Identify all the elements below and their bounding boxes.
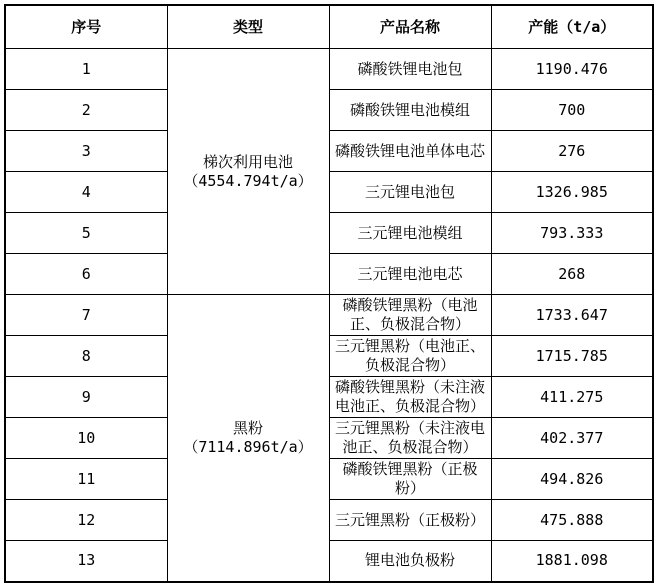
product-name-cell: 磷酸铁锂电池模组 — [329, 90, 491, 131]
table-row — [5, 336, 653, 377]
serial-cell: 1 — [5, 49, 167, 90]
serial-cell: 7 — [5, 295, 167, 336]
product-name-cell: 三元锂黑粉（未注液电池正、负极混合物） — [329, 418, 491, 459]
capacity-cell: 268 — [491, 254, 653, 295]
capacity-cell: 700 — [491, 90, 653, 131]
product-name-cell: 三元锂黑粉（电池正、负极混合物） — [329, 336, 491, 377]
type-total-capacity: （4554.794t/a） — [183, 171, 313, 190]
product-capacity-table — [4, 4, 654, 583]
product-name-cell: 磷酸铁锂黑粉（未注液电池正、负极混合物） — [329, 377, 491, 418]
capacity-cell: 793.333 — [491, 213, 653, 254]
serial-cell: 12 — [5, 500, 167, 541]
capacity-cell: 494.826 — [491, 459, 653, 500]
col-header-serial: 序号 — [5, 5, 167, 49]
serial-cell: 2 — [5, 90, 167, 131]
serial-cell: 6 — [5, 254, 167, 295]
table-row — [5, 500, 653, 541]
type-cell — [167, 49, 329, 295]
product-name-cell: 磷酸铁锂电池包 — [329, 49, 491, 90]
type-cell — [167, 295, 329, 582]
table-row — [5, 49, 653, 90]
capacity-cell: 1733.647 — [491, 295, 653, 336]
product-name-cell: 磷酸铁锂电池单体电芯 — [329, 131, 491, 172]
product-name-cell: 磷酸铁锂黑粉（正极粉） — [329, 459, 491, 500]
serial-cell: 5 — [5, 213, 167, 254]
serial-cell: 10 — [5, 418, 167, 459]
capacity-cell: 1326.985 — [491, 172, 653, 213]
serial-cell: 8 — [5, 336, 167, 377]
table-row — [5, 295, 653, 336]
table-body — [5, 49, 653, 582]
table-header — [5, 5, 653, 49]
serial-cell: 11 — [5, 459, 167, 500]
table-row — [5, 131, 653, 172]
col-header-capacity: 产能（t/a） — [491, 5, 653, 49]
serial-cell: 9 — [5, 377, 167, 418]
serial-cell: 4 — [5, 172, 167, 213]
product-name-cell: 三元锂电池包 — [329, 172, 491, 213]
col-header-type: 类型 — [167, 5, 329, 49]
product-name-cell: 三元锂电池电芯 — [329, 254, 491, 295]
capacity-cell: 411.275 — [491, 377, 653, 418]
serial-cell: 13 — [5, 541, 167, 582]
capacity-cell: 1881.098 — [491, 541, 653, 582]
product-name-cell: 三元锂黑粉（正极粉） — [329, 500, 491, 541]
product-name-cell: 锂电池负极粉 — [329, 541, 491, 582]
capacity-cell: 1715.785 — [491, 336, 653, 377]
table-row — [5, 418, 653, 459]
capacity-cell: 276 — [491, 131, 653, 172]
type-name: 黑粉 — [232, 418, 263, 437]
serial-cell: 3 — [5, 131, 167, 172]
table-row — [5, 172, 653, 213]
type-total-capacity: （7114.896t/a） — [183, 437, 313, 456]
product-name-cell: 磷酸铁锂黑粉（电池正、负极混合物） — [329, 295, 491, 336]
table-row — [5, 541, 653, 582]
product-name-cell: 三元锂电池模组 — [329, 213, 491, 254]
table-row — [5, 213, 653, 254]
capacity-cell: 1190.476 — [491, 49, 653, 90]
table-row — [5, 90, 653, 131]
header-row — [5, 5, 653, 49]
table-row — [5, 377, 653, 418]
col-header-product: 产品名称 — [329, 5, 491, 49]
table-row — [5, 254, 653, 295]
capacity-cell: 402.377 — [491, 418, 653, 459]
type-name: 梯次利用电池 — [202, 152, 293, 171]
table-row — [5, 459, 653, 500]
capacity-cell: 475.888 — [491, 500, 653, 541]
